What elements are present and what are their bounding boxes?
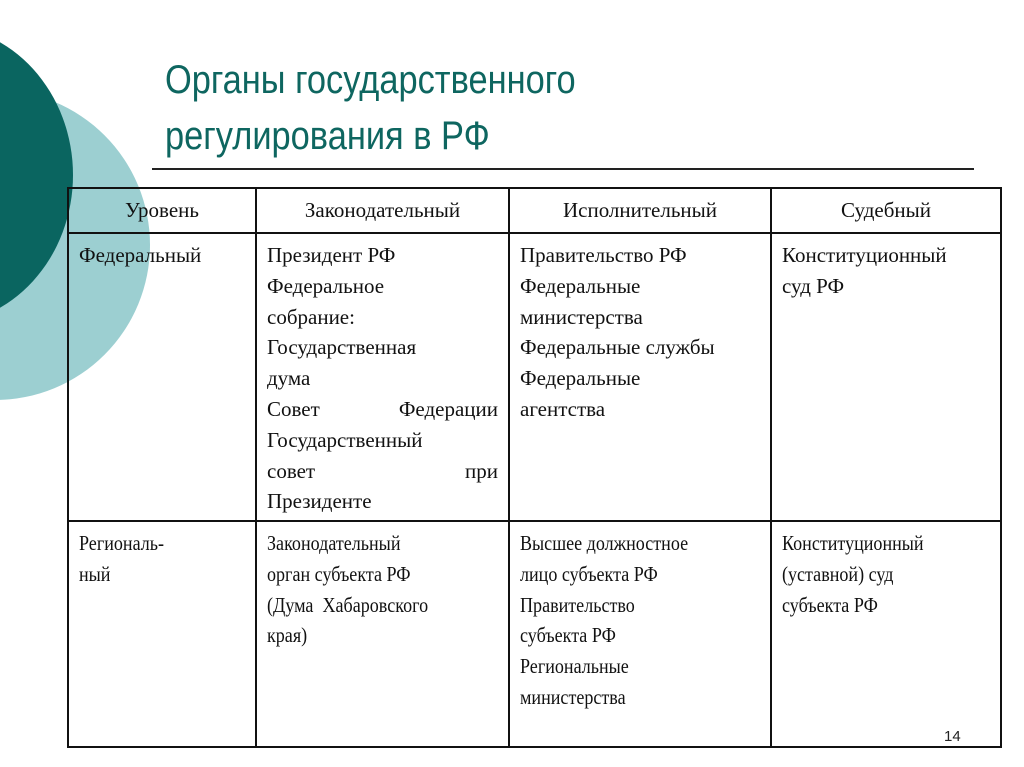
list-item: Конституционный [782, 243, 947, 267]
list-item: Конституционный [782, 531, 924, 555]
list-item: орган субъекта РФ [267, 561, 411, 586]
level-line: ный [79, 561, 111, 586]
list-item: министерства [520, 304, 643, 329]
list-item: края) [267, 623, 308, 648]
cell-judicial-federal [771, 233, 1001, 521]
cell-executive-regional [509, 521, 771, 747]
cell-judicial-regional [771, 521, 1001, 747]
word: Совет [267, 396, 320, 421]
list-item: субъекта РФ [782, 592, 878, 617]
list-item [267, 394, 498, 425]
list-item: (уставной) суд [782, 561, 894, 586]
list-item: Высшее должностное [520, 531, 689, 555]
list-item: Государственный [267, 427, 423, 452]
cell-level-regional [68, 521, 256, 747]
list-item: Правительство РФ [520, 243, 687, 267]
list-item: собрание: [267, 304, 355, 329]
list-item: министерства [520, 684, 626, 709]
list-item: Президент РФ [267, 243, 396, 267]
list-item: дума [267, 366, 311, 391]
list-item: Федеральные службы [520, 335, 715, 360]
list-item: агентства [520, 396, 606, 421]
word: совет [267, 458, 316, 483]
header-executive: Исполнительный [509, 188, 771, 233]
list-item: Государственная [267, 335, 417, 360]
list-item: суд РФ [782, 273, 845, 298]
cell-legislative-regional [256, 521, 509, 747]
table-row-regional [68, 521, 1001, 747]
header-level: Уровень [68, 188, 256, 233]
list-item: субъекта РФ [520, 623, 616, 648]
table-header-row [68, 188, 1001, 233]
word: Федерации [398, 396, 498, 421]
cell-level-federal: Федеральный [68, 233, 256, 521]
page-number: 14 [944, 728, 961, 745]
cell-legislative-federal [256, 233, 509, 521]
list-item: Президенте [267, 489, 372, 514]
table-row-federal [68, 233, 1001, 521]
regulation-bodies-table [67, 187, 1002, 748]
header-judicial: Судебный [771, 188, 1001, 233]
list-item: Федеральное [267, 273, 385, 298]
slide-title-line-1: Органы государственного [165, 58, 576, 102]
cell-executive-federal [509, 233, 771, 521]
list-item [267, 456, 498, 487]
list-item: лицо субъекта РФ [520, 561, 658, 586]
level-line: Региональ- [79, 531, 165, 555]
title-divider [152, 168, 974, 170]
list-item: Региональные [520, 654, 629, 679]
slide-title-line-2: регулирования в РФ [165, 114, 490, 158]
header-legislative: Законодательный [256, 188, 509, 233]
list-item: Законодательный [267, 531, 401, 555]
list-item: Федеральные [520, 366, 641, 391]
word: при [465, 458, 498, 483]
list-item: Федеральные [520, 273, 641, 298]
list-item: (Дума Хабаровского [267, 592, 429, 617]
slide-title [165, 52, 853, 164]
list-item: Правительство [520, 592, 635, 617]
